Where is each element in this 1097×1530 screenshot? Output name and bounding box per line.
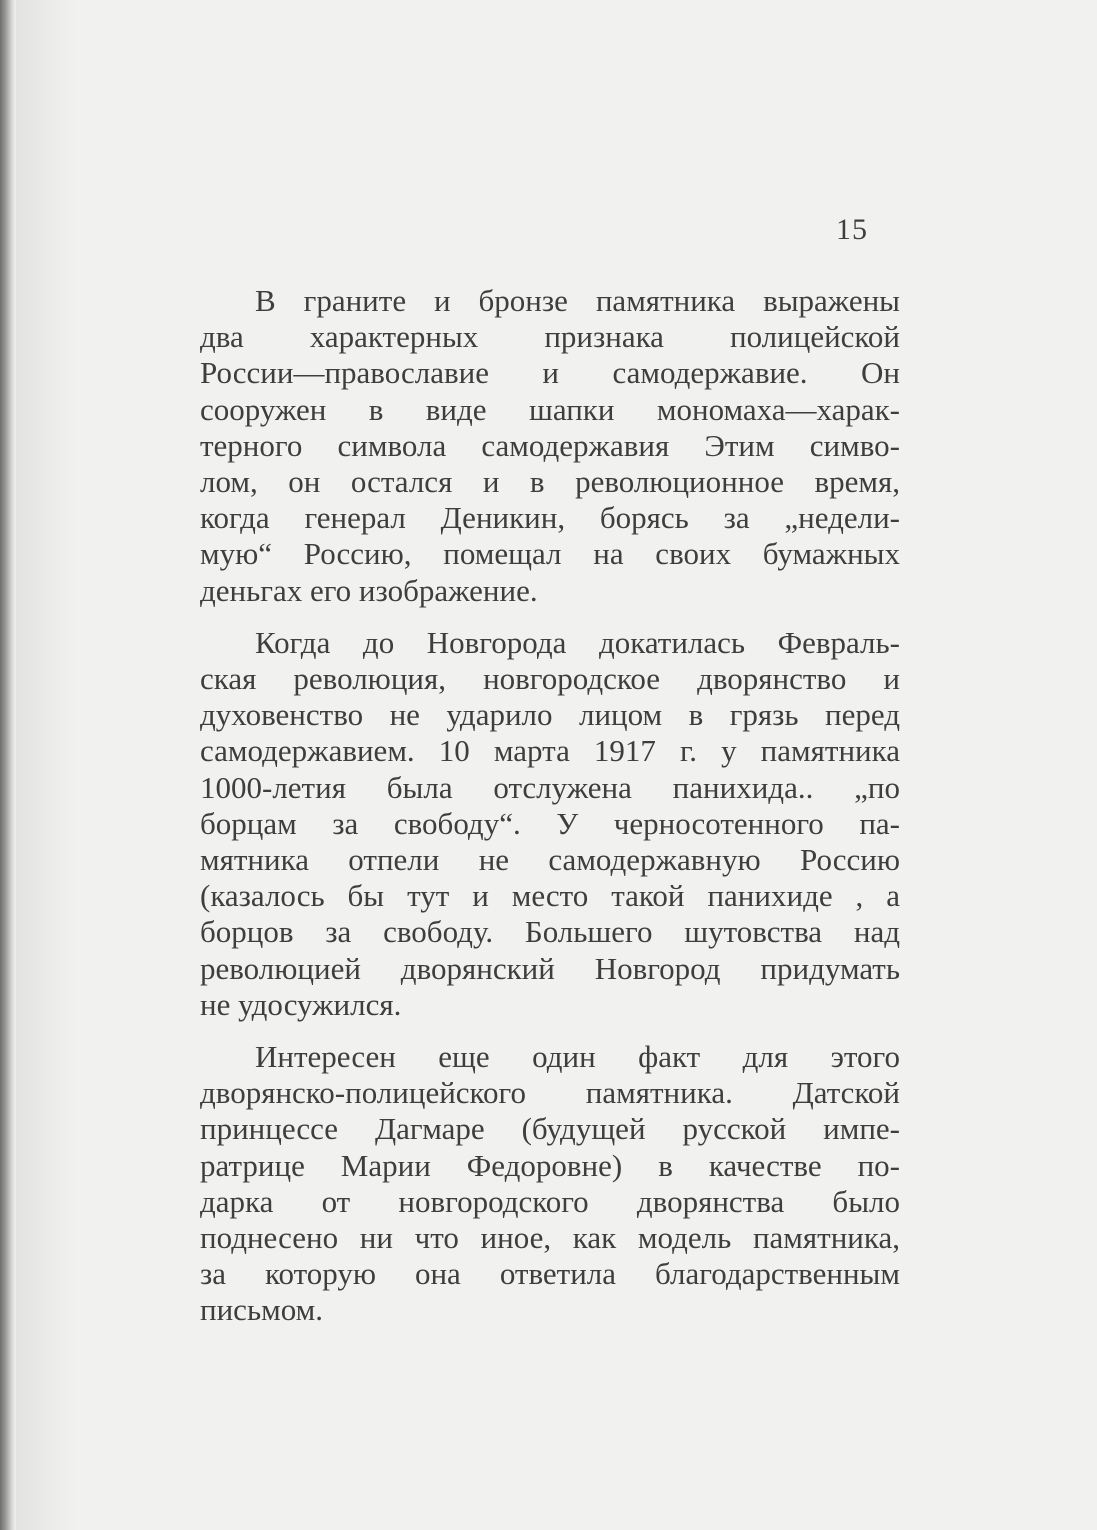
text-line: ская революция, новгородское дворянство и — [200, 661, 900, 697]
text-line: ратрице Марии Федоровне) в качестве по- — [200, 1147, 900, 1183]
text-line: революцией дворянский Новгород придумать — [200, 950, 900, 986]
text-line: за которую она ответила благодарственным — [200, 1256, 900, 1292]
text-line: духовенство не ударило лицом в грязь перед — [200, 697, 900, 733]
page-shadow — [16, 0, 76, 1530]
body-text — [200, 283, 900, 1345]
text-line: самодержавием. 10 марта 1917 г. у памятника — [200, 733, 900, 769]
text-line: не удосужился. — [200, 986, 402, 1022]
text-line: поднесено ни что иное, как модель памятника, — [200, 1220, 900, 1256]
paragraph-3 — [200, 1039, 900, 1329]
paragraph-1 — [200, 283, 900, 609]
text-line: два характерных признака полицейской — [200, 319, 900, 355]
text-line: мую“ Россию, помещал на своих бумажных — [200, 536, 900, 572]
page-number: 15 — [836, 213, 868, 246]
text-line: мятника отпели не самодержавную Россию — [200, 842, 900, 878]
text-line: (казалось бы тут и место такой панихиде , а — [200, 878, 900, 914]
text-line: сооружен в виде шапки мономаха—харак- — [200, 391, 900, 427]
text-line: В граните и бронзе памятника выражены — [255, 283, 900, 318]
text-line: дворянско-полицейского памятника. Датской — [200, 1075, 900, 1111]
text-line: Интересен еще один факт для этого — [255, 1039, 900, 1075]
paragraph-2 — [200, 625, 900, 1023]
text-line: лом, он остался и в революционное время, — [200, 464, 900, 500]
text-line: терного символа самодержавия Этим симво- — [200, 427, 900, 463]
page-binding-edge — [0, 0, 16, 1530]
text-line: Когда до Новгорода докатилась Февраль- — [255, 624, 900, 660]
text-line: письмом. — [200, 1292, 323, 1328]
text-line: России—православие и самодержавие. Он — [200, 355, 900, 391]
text-line: 1000-летия была отслужена панихида.. „по — [200, 769, 900, 805]
text-line: когда генерал Деникин, борясь за „недели- — [200, 500, 900, 536]
text-line: дарка от новгородского дворянства было — [200, 1183, 900, 1219]
text-line: деньгах его изображение. — [200, 572, 538, 608]
text-line: борцам за свободу“. У черносотенного па- — [200, 805, 900, 841]
text-line: борцов за свободу. Большего шутовства над — [200, 914, 900, 950]
text-line: принцессе Дагмаре (будущей русской импе- — [200, 1111, 900, 1147]
